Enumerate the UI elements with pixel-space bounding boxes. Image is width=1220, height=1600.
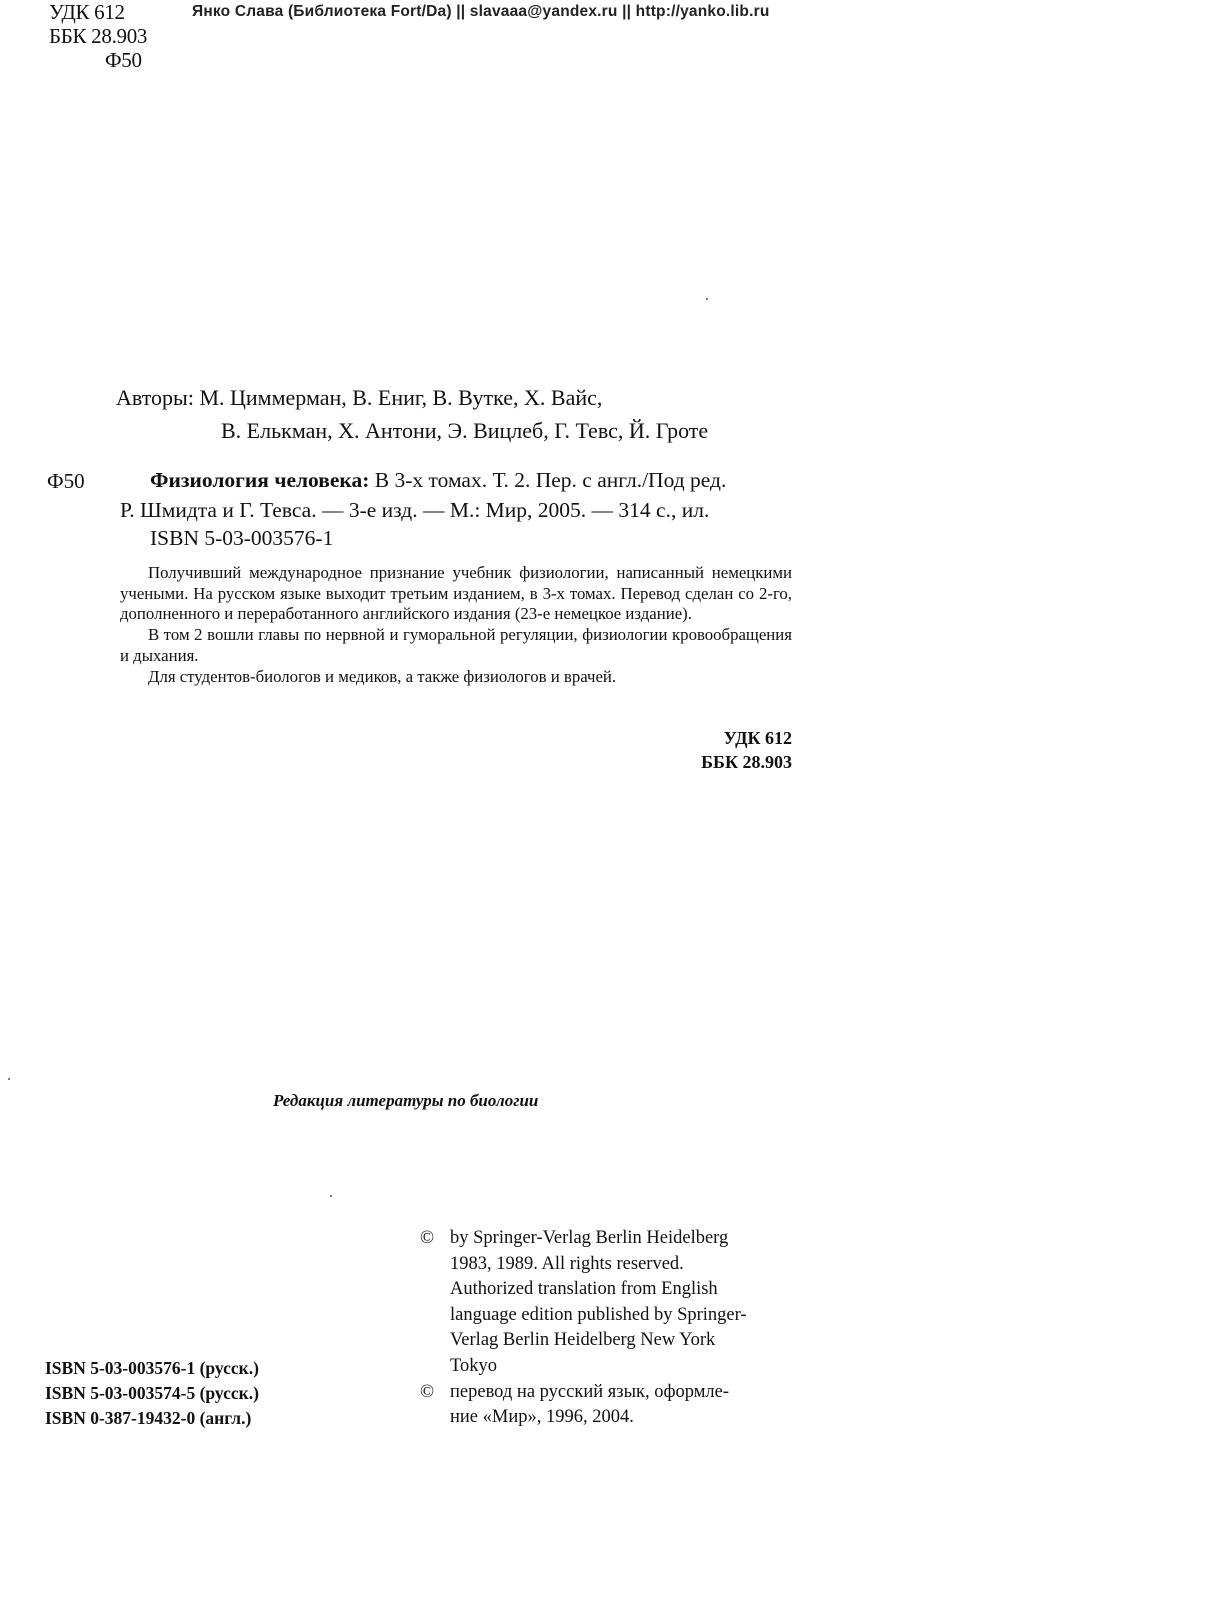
copyright-line: 1983, 1989. All rights reserved. [450,1253,684,1274]
bbk-code-bottom: ББК 28.903 [701,752,792,772]
editorial-note: Редакция литературы по биологии [273,1091,539,1110]
copyright-block [420,1226,747,1431]
watermark-header: Янко Слава (Библиотека Fort/Da) || slavaaa@yandex.ru || http://yanko.lib.ru [192,3,770,20]
udk-code-bottom: УДК 612 [723,728,792,748]
udk-code: УДК 612 [49,0,125,24]
scan-speck [706,298,708,300]
authors-block [116,381,708,447]
copyright-text [450,1226,747,1380]
annotation-paragraph: Получивший международное признание учебник физиологии, написанный немецкими учеными. На русском языке выходит третьим изданием, в 3-х томах. Перевод сделан со 2-го, дополненного и переработанного английского издания (23-е немецкое издание). [120,563,792,624]
copyright-line: перевод на русский язык, оформле- [450,1381,730,1402]
annotation-paragraph: Для студентов-биологов и медиков, а также физиологов и врачей. [148,666,617,686]
copyright-symbol: © [420,1228,435,1248]
authors-line-1: Авторы: М. Циммерман, В. Ениг, В. Вутке, Х. Вайс, [116,385,603,410]
copyright-line: ние «Мир», 1996, 2004. [450,1407,634,1428]
isbn-item: ISBN 5-03-003576-1 (русск.) [45,1358,259,1378]
bib-line-2: Р. Шмидта и Г. Тевса. — 3-е изд. — М.: Мир, 2005. — 314 с., ил. [120,498,710,522]
copyright-symbol: © [420,1381,435,1402]
copyright-line: language edition published by Springer- [450,1304,747,1325]
bib-line-1 [150,465,800,495]
copyright-row [420,1226,747,1380]
copyright-line: Authorized translation from English [450,1279,718,1300]
bib-line-1-rest: В 3-х томах. Т. 2. Пер. с англ./Под ред. [369,468,727,492]
book-title: Физиология человека: [150,468,370,492]
copyright-text [450,1380,729,1431]
bbk-code: ББК 28.903 [49,24,148,48]
scan-speck [8,1078,10,1080]
authors-line-2: В. Елькман, Х. Антони, Э. Вицлеб, Г. Тевс, Й. Гроте [221,418,709,443]
classification-top [49,0,147,72]
annotation [120,563,792,687]
entry-isbn: ISBN 5-03-003576-1 [150,526,334,550]
copyright-row [420,1380,747,1431]
isbn-item: ISBN 5-03-003574-5 (русск.) [45,1383,259,1403]
entry-code: Ф50 [47,469,85,493]
scan-speck [330,1195,332,1197]
annotation-paragraph: В том 2 вошли главы по нервной и гуморальной регуляции, физиологии кровообращения и дыхания. [120,625,792,665]
isbn-item: ISBN 0-387-19432-0 (англ.) [45,1408,252,1428]
copyright-line: Tokyo [450,1355,498,1376]
author-mark: Ф50 [105,48,142,72]
bibliographic-entry [120,465,800,525]
copyright-line: by Springer-Verlag Berlin Heidelberg [450,1228,729,1248]
classification-bottom [701,726,792,774]
isbn-list [45,1356,259,1431]
copyright-line: Verlag Berlin Heidelberg New York [450,1330,716,1351]
